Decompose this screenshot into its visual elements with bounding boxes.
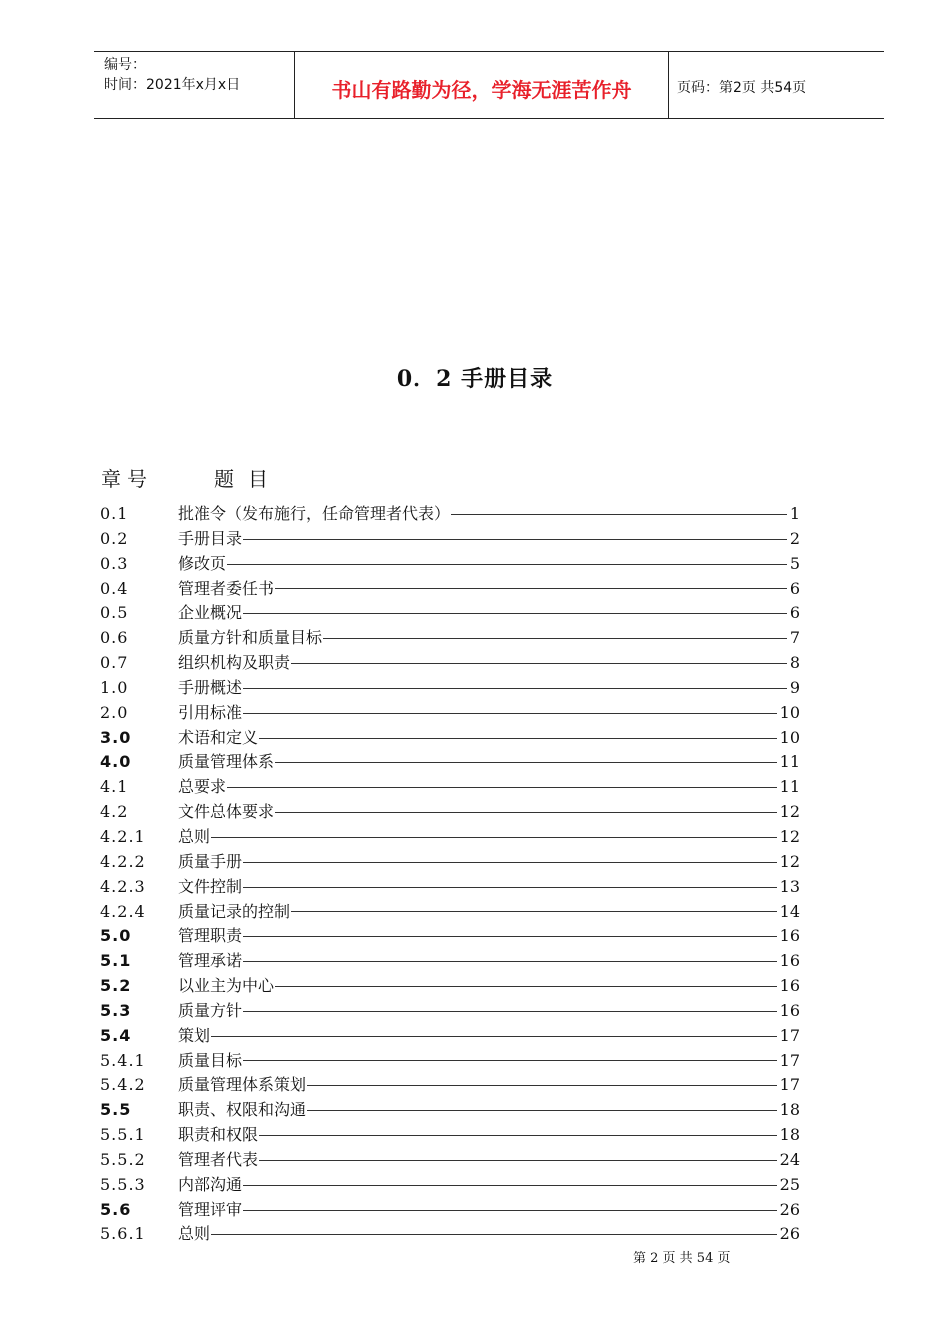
toc-entry-title: 组织机构及职责 — [178, 653, 291, 673]
toc-entry-title: 手册目录 — [178, 528, 243, 548]
toc-entry-title: 职责和权限 — [178, 1125, 259, 1145]
toc-entry-number: 0.7 — [100, 653, 129, 673]
toc-entry-body — [178, 800, 800, 825]
toc-entry-body — [178, 676, 800, 701]
toc-entry-body — [178, 651, 800, 676]
toc-entry-page: 24 — [779, 1149, 800, 1169]
toc-entry-title: 管理者代表 — [178, 1149, 259, 1169]
toc-entry — [100, 825, 800, 850]
toc-entry-page: 10 — [779, 727, 800, 747]
toc-entry-number: 5.4.1 — [100, 1050, 146, 1070]
toc-entry-page: 11 — [779, 777, 800, 797]
toc-entry — [100, 577, 800, 602]
toc-entry — [100, 1222, 800, 1247]
toc-entry-leader — [243, 887, 777, 888]
toc-entry-leader — [451, 514, 787, 515]
toc-entry-number: 5.4.2 — [100, 1075, 146, 1095]
toc-entry — [100, 601, 800, 626]
toc-entry-title: 质量记录的控制 — [178, 901, 291, 921]
toc-entry-page: 18 — [779, 1125, 800, 1145]
toc-entry-body — [178, 1073, 800, 1098]
toc-entry-leader — [307, 1085, 777, 1086]
toc-entry-number: 5.5.2 — [100, 1149, 146, 1169]
toc-entry — [100, 1049, 800, 1074]
toc-entry-leader — [243, 688, 787, 689]
toc-entry-title: 质量方针和质量目标 — [178, 628, 323, 648]
toc-entry-number: 0.6 — [100, 628, 129, 648]
toc-entry-leader — [291, 663, 787, 664]
toc-entry-leader — [227, 564, 787, 565]
toc-entry-leader — [307, 1110, 777, 1111]
toc-entry — [100, 750, 800, 775]
toc-entry — [100, 626, 800, 651]
toc-entry-page: 13 — [779, 876, 800, 896]
toc-entry — [100, 1173, 800, 1198]
toc-entry-number: 4.2.4 — [100, 901, 146, 921]
toc-entry-number: 4.2 — [100, 802, 129, 822]
toc-entry-title: 管理职责 — [178, 926, 243, 946]
header-info-cell — [94, 52, 294, 118]
toc-entry-page: 6 — [789, 578, 800, 598]
toc-entry-page: 11 — [779, 752, 800, 772]
toc-entry-body — [178, 1123, 800, 1148]
toc-entry-number: 5.1 — [100, 951, 132, 971]
toc-entry-body — [178, 626, 800, 651]
toc-entry-number: 0.3 — [100, 553, 129, 573]
toc-entry-title: 质量方针 — [178, 1000, 243, 1020]
toc-entry-number: 4.0 — [100, 752, 132, 772]
toc-entry-number: 0.5 — [100, 603, 129, 623]
column-header-chapter: 章号 — [101, 467, 153, 491]
toc-entry-leader — [291, 911, 777, 912]
document-number-label: 编号： — [104, 57, 146, 73]
toc-entry-number: 1.0 — [100, 677, 129, 697]
header-page-cell — [668, 52, 884, 118]
toc-entry — [100, 999, 800, 1024]
toc-entry-number: 5.0 — [100, 926, 132, 946]
toc-entry — [100, 850, 800, 875]
toc-entry-page: 14 — [779, 901, 800, 921]
toc-entry-body — [178, 900, 800, 925]
toc-entry-page: 6 — [789, 603, 800, 623]
toc-entry-page: 16 — [779, 951, 800, 971]
header-motto: 书山有路勤为径，学海无涯苦作舟 — [331, 78, 632, 102]
toc-entry-title: 术语和定义 — [178, 727, 259, 747]
page-header — [94, 51, 884, 119]
toc-entry-leader — [275, 986, 777, 987]
toc-entry-title: 以业主为中心 — [178, 976, 275, 996]
toc-entry-title: 质量手册 — [178, 851, 243, 871]
toc-entry-title: 总则 — [178, 1224, 211, 1244]
toc-entry-title: 管理评审 — [178, 1199, 243, 1219]
toc-entry-number: 5.6.1 — [100, 1224, 146, 1244]
toc-entry-page: 16 — [779, 1000, 800, 1020]
toc-entry-leader — [243, 613, 787, 614]
toc-entry — [100, 875, 800, 900]
toc-entry — [100, 651, 800, 676]
toc-entry-body — [178, 527, 800, 552]
header-page-code: 页码：第2页 共54页 — [677, 80, 807, 96]
toc-entry — [100, 1198, 800, 1223]
toc-entry-leader — [243, 961, 777, 962]
toc-entry-body — [178, 701, 800, 726]
toc-entry-leader — [243, 936, 777, 937]
toc-entry-title: 总则 — [178, 826, 211, 846]
toc-entry-page: 17 — [779, 1050, 800, 1070]
toc-entry-page: 12 — [779, 802, 800, 822]
toc-entry-title: 管理承诺 — [178, 951, 243, 971]
column-header-topic: 题目 — [214, 467, 282, 491]
toc-entry-page: 9 — [789, 677, 800, 697]
toc-entry-page: 16 — [779, 926, 800, 946]
toc-entry-number: 0.1 — [100, 504, 129, 523]
toc-entry-body — [178, 502, 800, 527]
toc-entry-leader — [259, 738, 777, 739]
toc-entry — [100, 900, 800, 925]
toc-entry-number: 3.0 — [100, 727, 132, 747]
toc-entry-leader — [243, 862, 777, 863]
toc-entry-body — [178, 924, 800, 949]
toc-entry-leader — [211, 837, 777, 838]
toc-entry-page: 18 — [779, 1100, 800, 1120]
toc-entry-leader — [275, 812, 777, 813]
document-time-label: 时间：2021年x月x日 — [104, 77, 241, 93]
toc-entry-body — [178, 1198, 800, 1223]
toc-entry-title: 管理者委任书 — [178, 578, 275, 598]
toc-entry-number: 5.5.1 — [100, 1125, 146, 1145]
toc-entry — [100, 949, 800, 974]
toc-entry-body — [178, 552, 800, 577]
toc-entry-body — [178, 875, 800, 900]
toc-entry-body — [178, 1173, 800, 1198]
toc-entry-body — [178, 850, 800, 875]
toc-entry-body — [178, 601, 800, 626]
toc-entry-number: 4.2.1 — [100, 826, 146, 846]
toc-entry-number: 5.6 — [100, 1199, 132, 1219]
toc-entry-leader — [259, 1160, 777, 1161]
header-motto-cell — [294, 52, 669, 118]
toc-entry-number: 5.2 — [100, 976, 132, 996]
toc-entry-title: 企业概况 — [178, 603, 243, 623]
toc-entry-body — [178, 775, 800, 800]
toc-entry-page: 17 — [779, 1025, 800, 1045]
toc-entry-title: 策划 — [178, 1025, 211, 1045]
toc-entry-title: 文件总体要求 — [178, 802, 275, 822]
toc-entry — [100, 1123, 800, 1148]
toc-entry-title: 修改页 — [178, 553, 227, 573]
toc-entry-title: 文件控制 — [178, 876, 243, 896]
toc-entry-page: 17 — [779, 1075, 800, 1095]
toc-entry — [100, 974, 800, 999]
toc-entry-leader — [227, 787, 777, 788]
toc-entry-page: 2 — [789, 528, 800, 548]
toc-entry — [100, 676, 800, 701]
toc-entry-leader — [211, 1036, 777, 1037]
toc-entry — [100, 701, 800, 726]
toc-entry-leader — [243, 713, 777, 714]
toc-entry-leader — [243, 539, 787, 540]
toc-entry-page: 26 — [779, 1224, 800, 1244]
toc-entry-body — [178, 1222, 800, 1247]
toc-entry-leader — [243, 1210, 777, 1211]
toc-entry-number: 5.4 — [100, 1025, 132, 1045]
toc-entry-title: 手册概述 — [178, 677, 243, 697]
toc-entry-body — [178, 750, 800, 775]
toc-entry-title: 引用标准 — [178, 702, 243, 722]
toc-entry — [100, 800, 800, 825]
toc-entry-leader — [211, 1234, 777, 1235]
toc-entry-page: 7 — [789, 628, 800, 648]
toc-entry-title: 质量目标 — [178, 1050, 243, 1070]
toc-entry-number: 0.2 — [100, 528, 129, 548]
toc-entry-title: 职责、权限和沟通 — [178, 1100, 307, 1120]
toc-entry-leader — [243, 1185, 777, 1186]
toc-entry-body — [178, 974, 800, 999]
toc-entry-page: 5 — [789, 553, 800, 573]
toc-entry-page: 1 — [789, 504, 800, 523]
toc-entry-title: 批准令（发布施行，任命管理者代表） — [178, 504, 451, 523]
toc-entry-number: 4.1 — [100, 777, 129, 797]
page-title: 0．2 手册目录 — [396, 366, 554, 392]
toc-entry-page: 8 — [789, 653, 800, 673]
toc-entry-number: 4.2.3 — [100, 876, 146, 896]
toc-entry-page: 10 — [779, 702, 800, 722]
toc-entry-body — [178, 726, 800, 751]
toc-entry-page: 26 — [779, 1199, 800, 1219]
toc-entry-body — [178, 825, 800, 850]
toc-entry-body — [178, 577, 800, 602]
toc-entry-leader — [243, 1011, 777, 1012]
toc-entry-number: 5.3 — [100, 1000, 132, 1020]
toc-entry-leader — [275, 762, 777, 763]
table-of-contents — [100, 502, 800, 1247]
toc-entry — [100, 1148, 800, 1173]
toc-entry-page: 16 — [779, 976, 800, 996]
toc-entry — [100, 527, 800, 552]
toc-entry — [100, 552, 800, 577]
toc-entry-number: 0.4 — [100, 578, 129, 598]
toc-entry-body — [178, 949, 800, 974]
toc-entry-leader — [243, 1060, 777, 1061]
toc-entry-body — [178, 1148, 800, 1173]
toc-entry-title: 总要求 — [178, 777, 227, 797]
toc-entry-number: 5.5 — [100, 1100, 132, 1120]
toc-entry-title: 质量管理体系 — [178, 752, 275, 772]
toc-entry — [100, 775, 800, 800]
toc-entry — [100, 502, 800, 527]
toc-entry-leader — [275, 588, 787, 589]
toc-entry — [100, 1073, 800, 1098]
toc-entry — [100, 1098, 800, 1123]
toc-entry-number: 2.0 — [100, 702, 129, 722]
toc-entry-body — [178, 1049, 800, 1074]
toc-entry-page: 12 — [779, 851, 800, 871]
toc-entry-leader — [259, 1135, 777, 1136]
toc-entry-title: 质量管理体系策划 — [178, 1075, 307, 1095]
toc-entry — [100, 1024, 800, 1049]
toc-entry-page: 25 — [779, 1174, 800, 1194]
toc-entry — [100, 726, 800, 751]
toc-entry-number: 4.2.2 — [100, 851, 146, 871]
toc-entry — [100, 924, 800, 949]
toc-entry-number: 5.5.3 — [100, 1174, 146, 1194]
page-footer: 第 2 页 共 54 页 — [633, 1251, 731, 1266]
toc-entry-body — [178, 999, 800, 1024]
toc-entry-leader — [323, 638, 787, 639]
toc-entry-body — [178, 1024, 800, 1049]
toc-entry-page: 12 — [779, 826, 800, 846]
toc-entry-title: 内部沟通 — [178, 1174, 243, 1194]
toc-entry-body — [178, 1098, 800, 1123]
